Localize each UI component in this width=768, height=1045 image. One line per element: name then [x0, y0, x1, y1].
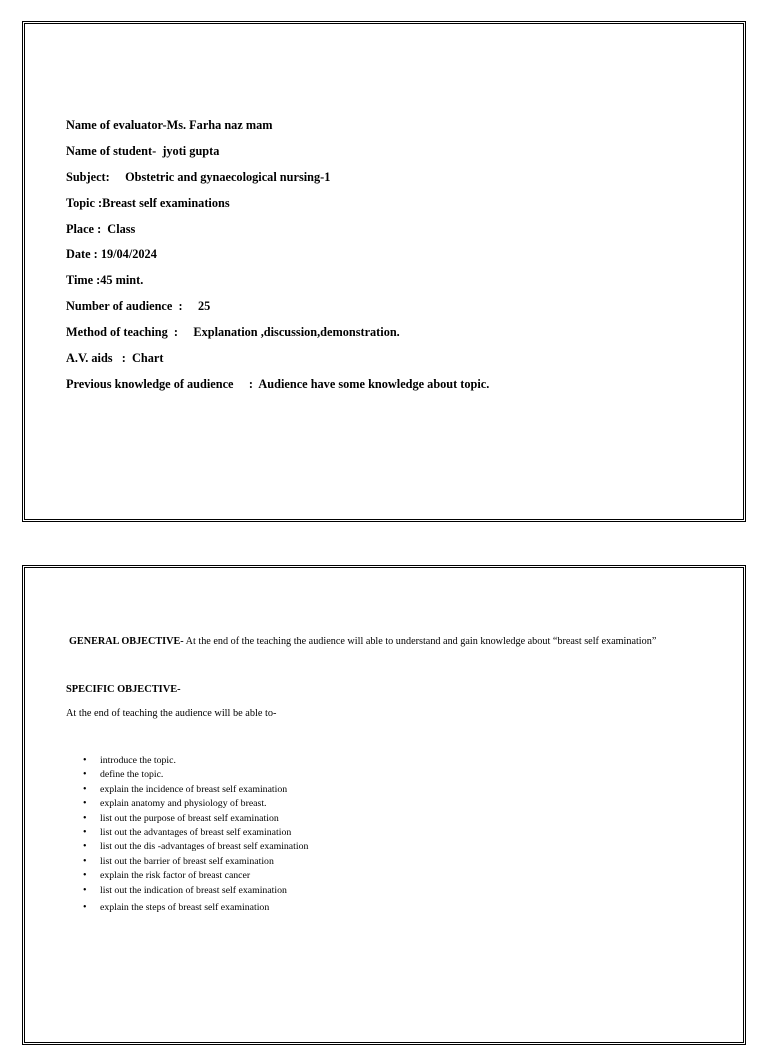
bullet-icon: • — [83, 841, 87, 853]
specific-objective-heading: SPECIFIC OBJECTIVE- — [66, 684, 181, 695]
teaching-method-field: Method of teaching : Explanation ,discussion,demonstration. — [66, 325, 400, 340]
date-field: Date : 19/04/2024 — [66, 247, 157, 262]
bullet-icon: • — [83, 798, 87, 810]
list-item: • list out the purpose of breast self examination — [83, 812, 279, 824]
bullet-icon: • — [83, 783, 87, 795]
bullet-icon: • — [83, 884, 87, 896]
lesson-info-fields — [66, 118, 489, 403]
topic-field: Topic :Breast self examinations — [66, 195, 230, 210]
evaluator-field: Name of evaluator-Ms. Farha naz mam — [66, 118, 273, 132]
list-item: • list out the advantages of breast self examination — [83, 826, 292, 838]
student-field: Name of student- jyoti gupta — [66, 143, 220, 158]
list-item: • define the topic. — [83, 769, 164, 781]
bullet-icon: • — [83, 855, 87, 867]
objectives-frame — [22, 565, 746, 1045]
list-item: • explain the risk factor of breast cancer — [83, 870, 251, 882]
bullet-icon: • — [83, 870, 87, 882]
list-item: • list out the indication of breast self examination — [83, 884, 287, 896]
bullet-icon: • — [83, 901, 87, 913]
bullet-icon: • — [83, 769, 87, 781]
bullet-icon: • — [83, 812, 87, 824]
bullet-icon: • — [83, 755, 87, 766]
general-objective — [69, 636, 656, 647]
general-objective-text: At the end of the teaching the audience will able to understand and gain knowledge about “breast self examination” — [183, 636, 657, 647]
subject-field: Subject: Obstetric and gynaecological nursing-1 — [66, 169, 331, 184]
place-field: Place : Class — [66, 221, 136, 236]
list-item: • list out the barrier of breast self examination — [83, 855, 274, 867]
specific-objective-intro: At the end of teaching the audience will be able to- — [66, 708, 277, 719]
list-item: • list out the dis -advantages of breast self examination — [83, 841, 309, 853]
time-field: Time :45 mint. — [66, 273, 144, 288]
bullet-icon: • — [83, 826, 87, 838]
general-objective-label: GENERAL OBJECTIVE- — [69, 636, 184, 647]
av-aids-field: A.V. aids : Chart — [66, 351, 164, 366]
list-item: • introduce the topic. — [83, 755, 176, 766]
list-item: • explain the incidence of breast self examination — [83, 783, 288, 795]
audience-count-field: Number of audience : 25 — [66, 299, 211, 314]
objectives-list — [83, 754, 308, 918]
previous-knowledge-field: Previous knowledge of audience : Audience have some knowledge about topic. — [66, 376, 490, 391]
list-item: • explain the steps of breast self examination — [83, 901, 270, 913]
lesson-info-frame — [22, 21, 746, 522]
list-item: • explain anatomy and physiology of breast. — [83, 798, 267, 810]
